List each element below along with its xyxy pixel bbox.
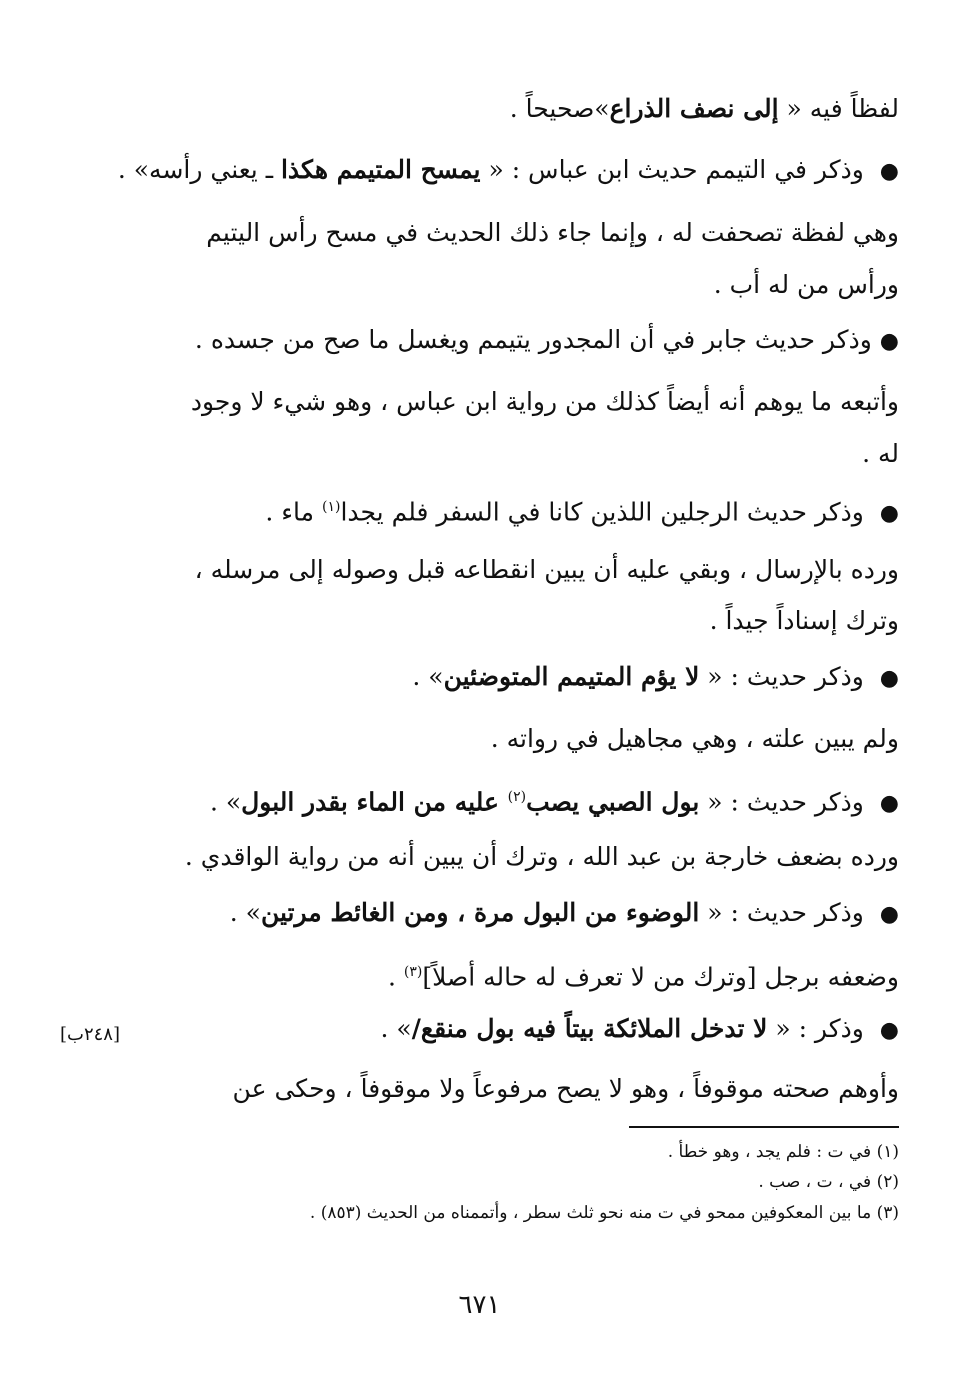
text: وذكر في التيمم حديث ابن عباس : « [480, 155, 864, 184]
footnote-ref: (٣) [403, 964, 423, 980]
quoted-hadith: إلى نصف الذراع [609, 94, 779, 123]
quoted-hadith: عليه من الماء بقدر البول [241, 787, 508, 817]
text: وذكر حديث جابر في أن المجدور يتيمم ويغسل ما صح من جسده . [194, 325, 872, 354]
text-line-15 [230, 896, 899, 932]
text: وذكر حديث : « [699, 898, 864, 927]
text-line-1 [510, 92, 899, 126]
text: » . [229, 898, 261, 927]
text-line-16 [388, 955, 899, 994]
quoted-hadith: الوضوء من البول مرة ، ومن الغائط مرتين [260, 898, 700, 927]
quoted-hadith: لا يؤم المتيمم المتوضئين [443, 662, 700, 691]
quoted-hadith: بول الصبي يصب [526, 787, 700, 817]
footnote-ref: (١) [321, 499, 341, 515]
text-line-9: ورده بالإرسال ، وبقي عليه أن يبين انقطاعه قبل وصوله إلى مرسله ، [194, 555, 899, 584]
footnote-ref: (٢) [507, 789, 527, 805]
text-line-14: ورده بضعف خارجة بن عبد الله ، وترك أن يبين أنه من رواية الواقدي . [184, 842, 899, 871]
text-line-2 [118, 153, 899, 189]
text: ـ يعني رأسه» . [117, 155, 281, 184]
text: » . [380, 1014, 412, 1043]
text-line-10: وترك إسناداً جيداً . [709, 606, 899, 635]
text-line-11 [412, 660, 899, 696]
text-line-18: وأوهم صحته موقوفاً ، وهو لا يصح مرفوعاً ولا موقوفاً ، وحكى عن [232, 1074, 899, 1103]
text-line-8 [265, 490, 899, 531]
text: ماء . [265, 497, 322, 527]
footnote-1: (١) في ت : فلم يجد ، وهو خطأ . [667, 1142, 899, 1162]
quoted-hadith: لا تدخل الملائكة بيتاً فيه بول منقع/ [411, 1014, 768, 1043]
text-line-6: وأتبعه ما يوهم أنه أيضاً كذلك من رواية ابن عباس ، وهو شيء لا وجود [190, 387, 899, 416]
text: » . [412, 662, 444, 691]
text-line-17 [381, 1012, 900, 1048]
footnote-3: (٣) ما بين المعكوفين ممحو في ت منه نحو ثلث سطر ، وأتممناه من الحديث (٨٥٣) . [309, 1203, 899, 1223]
page-number: ٦٧١ [458, 1290, 501, 1320]
text: وذكر حديث : « [699, 662, 864, 691]
footnote-divider [629, 1126, 899, 1128]
text: وضعفه برجل [وترك من لا تعرف له حاله أصلاً] [422, 962, 899, 992]
text-line-4: ورأس من له أب . [713, 270, 899, 299]
text: . [387, 962, 404, 992]
text: » . [209, 787, 242, 817]
quoted-hadith: يمسح المتيمم هكذا [280, 155, 481, 184]
text: وذكر حديث : « [699, 787, 864, 817]
footnote-2: (٢) في ، ت ، صب . [758, 1172, 899, 1192]
text: وذكر : « [767, 1014, 864, 1043]
text: لفظاً فيه « [778, 94, 899, 123]
text-line-7: له . [862, 439, 899, 468]
text: وذكر حديث الرجلين اللذين كانا في السفر فلم يجدا [340, 497, 864, 527]
text-line-3: وهي لفظة تصحفت له ، وإنما جاء ذلك الحديث في مسح رأس اليتيم [206, 218, 899, 247]
text: »صحيحاً . [509, 94, 610, 123]
text-line-12: ولم يبين علته ، وهي مجاهيل في رواته . [490, 724, 899, 753]
text-line-13 [210, 780, 899, 821]
text-line-5 [195, 323, 899, 359]
manuscript-folio-ref: [٢٤٨ب] [60, 1024, 121, 1045]
